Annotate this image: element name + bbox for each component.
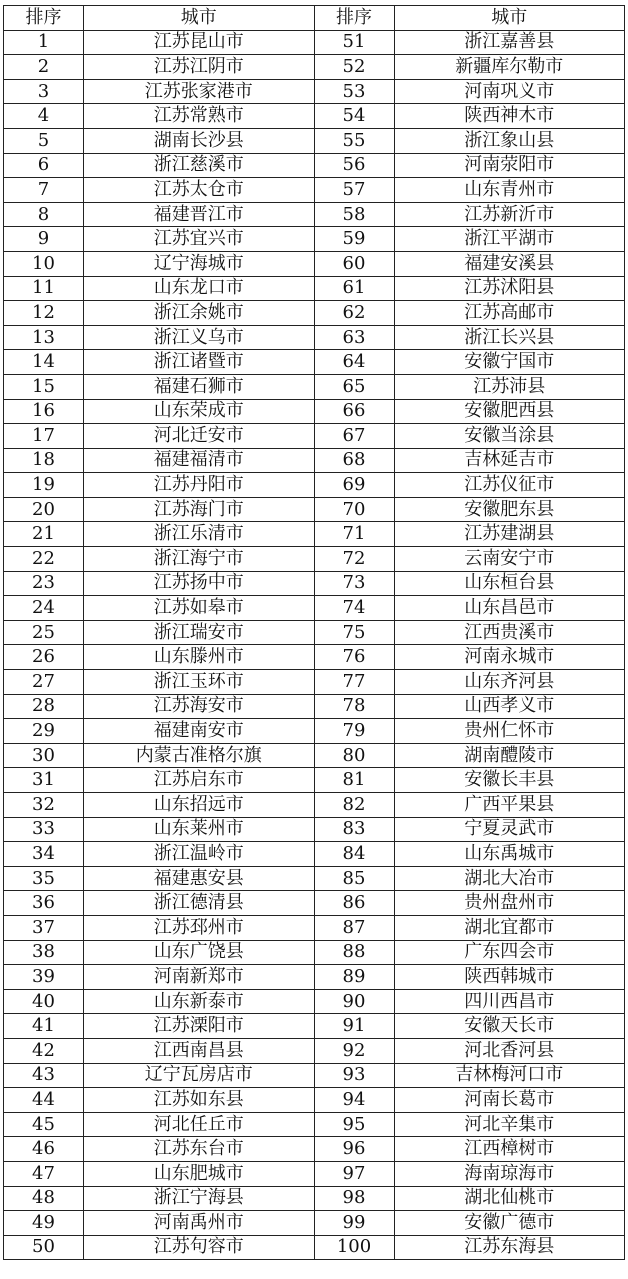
city-cell: 江苏溧阳市 <box>84 1014 315 1039</box>
city-cell: 四川西昌市 <box>394 989 625 1014</box>
header-rank-right: 排序 <box>314 6 394 31</box>
header-row <box>4 6 625 31</box>
table-row <box>4 571 625 596</box>
rank-cell: 11 <box>4 276 84 301</box>
table-row <box>4 670 625 695</box>
table-row <box>4 866 625 891</box>
table-row <box>4 1235 625 1260</box>
rank-cell: 60 <box>314 251 394 276</box>
rank-cell: 25 <box>4 620 84 645</box>
rank-cell: 2 <box>4 55 84 80</box>
city-cell: 山东广饶县 <box>84 940 315 965</box>
rank-cell: 6 <box>4 153 84 178</box>
city-cell: 江苏如东县 <box>84 1088 315 1113</box>
rank-cell: 73 <box>314 571 394 596</box>
table-row <box>4 424 625 449</box>
rank-cell: 40 <box>4 989 84 1014</box>
rank-cell: 34 <box>4 842 84 867</box>
rank-cell: 88 <box>314 940 394 965</box>
city-cell: 浙江余姚市 <box>84 301 315 326</box>
city-cell: 安徽肥西县 <box>394 399 625 424</box>
rank-cell: 58 <box>314 202 394 227</box>
rank-cell: 79 <box>314 719 394 744</box>
city-cell: 江苏如皋市 <box>84 596 315 621</box>
city-cell: 江苏太仓市 <box>84 178 315 203</box>
city-cell: 江苏沭阳县 <box>394 276 625 301</box>
city-cell: 辽宁瓦房店市 <box>84 1063 315 1088</box>
city-cell: 贵州盘州市 <box>394 891 625 916</box>
city-cell: 江苏启东市 <box>84 768 315 793</box>
rank-cell: 10 <box>4 251 84 276</box>
city-cell: 江苏东海县 <box>394 1235 625 1260</box>
rank-cell: 86 <box>314 891 394 916</box>
table-row <box>4 694 625 719</box>
rank-cell: 5 <box>4 128 84 153</box>
city-cell: 山东龙口市 <box>84 276 315 301</box>
table-row <box>4 473 625 498</box>
city-cell: 湖南醴陵市 <box>394 743 625 768</box>
city-cell: 吉林延吉市 <box>394 448 625 473</box>
rank-cell: 39 <box>4 965 84 990</box>
rank-cell: 31 <box>4 768 84 793</box>
city-cell: 山东招远市 <box>84 793 315 818</box>
table-row <box>4 817 625 842</box>
rank-cell: 4 <box>4 104 84 129</box>
city-cell: 江苏新沂市 <box>394 202 625 227</box>
city-cell: 江苏建湖县 <box>394 522 625 547</box>
table-row <box>4 965 625 990</box>
city-cell: 福建晋江市 <box>84 202 315 227</box>
table-row <box>4 940 625 965</box>
rank-cell: 80 <box>314 743 394 768</box>
rank-cell: 84 <box>314 842 394 867</box>
rank-cell: 100 <box>314 1235 394 1260</box>
table-row <box>4 30 625 55</box>
city-cell: 河北任丘市 <box>84 1112 315 1137</box>
rank-cell: 45 <box>4 1112 84 1137</box>
city-cell: 山西孝义市 <box>394 694 625 719</box>
rank-cell: 35 <box>4 866 84 891</box>
city-cell: 浙江海宁市 <box>84 547 315 572</box>
city-cell: 山东滕州市 <box>84 645 315 670</box>
city-cell: 云南安宁市 <box>394 547 625 572</box>
rank-cell: 42 <box>4 1038 84 1063</box>
city-cell: 河北辛集市 <box>394 1112 625 1137</box>
rank-cell: 70 <box>314 497 394 522</box>
table-row <box>4 989 625 1014</box>
table-row <box>4 374 625 399</box>
rank-cell: 81 <box>314 768 394 793</box>
table-row <box>4 620 625 645</box>
table-row <box>4 325 625 350</box>
city-cell: 江苏常熟市 <box>84 104 315 129</box>
rank-cell: 50 <box>4 1235 84 1260</box>
city-cell: 安徽宁国市 <box>394 350 625 375</box>
table-row <box>4 153 625 178</box>
rank-cell: 43 <box>4 1063 84 1088</box>
table-row <box>4 104 625 129</box>
rank-cell: 21 <box>4 522 84 547</box>
city-cell: 浙江德清县 <box>84 891 315 916</box>
rank-cell: 12 <box>4 301 84 326</box>
city-cell: 江苏张家港市 <box>84 79 315 104</box>
city-cell: 山东禹城市 <box>394 842 625 867</box>
city-cell: 湖南长沙县 <box>84 128 315 153</box>
rank-cell: 29 <box>4 719 84 744</box>
city-cell: 浙江象山县 <box>394 128 625 153</box>
city-cell: 安徽广德市 <box>394 1211 625 1236</box>
rank-cell: 30 <box>4 743 84 768</box>
city-cell: 浙江玉环市 <box>84 670 315 695</box>
table-row <box>4 1063 625 1088</box>
city-cell: 山东青州市 <box>394 178 625 203</box>
rank-cell: 99 <box>314 1211 394 1236</box>
table-row <box>4 915 625 940</box>
rank-cell: 44 <box>4 1088 84 1113</box>
city-cell: 山东新泰市 <box>84 989 315 1014</box>
city-cell: 河南巩义市 <box>394 79 625 104</box>
city-cell: 浙江乐清市 <box>84 522 315 547</box>
rank-cell: 95 <box>314 1112 394 1137</box>
table-row <box>4 743 625 768</box>
rank-cell: 90 <box>314 989 394 1014</box>
table-row <box>4 1186 625 1211</box>
city-cell: 河南荥阳市 <box>394 153 625 178</box>
city-cell: 江苏昆山市 <box>84 30 315 55</box>
rank-cell: 77 <box>314 670 394 695</box>
table-row <box>4 128 625 153</box>
rank-cell: 23 <box>4 571 84 596</box>
city-cell: 江苏东台市 <box>84 1137 315 1162</box>
table-row <box>4 522 625 547</box>
table-row <box>4 768 625 793</box>
table-row <box>4 719 625 744</box>
rank-cell: 36 <box>4 891 84 916</box>
city-cell: 浙江平湖市 <box>394 227 625 252</box>
city-cell: 福建福清市 <box>84 448 315 473</box>
city-cell: 山东桓台县 <box>394 571 625 596</box>
rank-cell: 64 <box>314 350 394 375</box>
city-cell: 山东荣成市 <box>84 399 315 424</box>
city-cell: 湖北仙桃市 <box>394 1186 625 1211</box>
city-cell: 山东昌邑市 <box>394 596 625 621</box>
rank-cell: 55 <box>314 128 394 153</box>
rank-cell: 71 <box>314 522 394 547</box>
city-cell: 海南琼海市 <box>394 1161 625 1186</box>
rank-cell: 57 <box>314 178 394 203</box>
rank-cell: 92 <box>314 1038 394 1063</box>
header-city-left: 城市 <box>84 6 315 31</box>
table-row <box>4 1112 625 1137</box>
city-cell: 江西樟树市 <box>394 1137 625 1162</box>
city-cell: 福建南安市 <box>84 719 315 744</box>
rank-cell: 56 <box>314 153 394 178</box>
table-row <box>4 227 625 252</box>
city-cell: 福建安溪县 <box>394 251 625 276</box>
city-cell: 河南长葛市 <box>394 1088 625 1113</box>
rank-cell: 7 <box>4 178 84 203</box>
city-cell: 安徽当涂县 <box>394 424 625 449</box>
rank-cell: 96 <box>314 1137 394 1162</box>
table-row <box>4 1088 625 1113</box>
rank-cell: 94 <box>314 1088 394 1113</box>
city-cell: 广西平果县 <box>394 793 625 818</box>
rank-cell: 8 <box>4 202 84 227</box>
city-cell: 江苏海安市 <box>84 694 315 719</box>
rank-cell: 93 <box>314 1063 394 1088</box>
city-cell: 浙江瑞安市 <box>84 620 315 645</box>
rank-cell: 97 <box>314 1161 394 1186</box>
rank-cell: 33 <box>4 817 84 842</box>
rank-cell: 98 <box>314 1186 394 1211</box>
rank-cell: 46 <box>4 1137 84 1162</box>
rank-cell: 14 <box>4 350 84 375</box>
city-cell: 江苏丹阳市 <box>84 473 315 498</box>
city-cell: 吉林梅河口市 <box>394 1063 625 1088</box>
rank-cell: 52 <box>314 55 394 80</box>
rank-cell: 68 <box>314 448 394 473</box>
rank-cell: 74 <box>314 596 394 621</box>
rank-cell: 1 <box>4 30 84 55</box>
table-row <box>4 645 625 670</box>
rank-cell: 53 <box>314 79 394 104</box>
city-cell: 山东齐河县 <box>394 670 625 695</box>
rank-cell: 15 <box>4 374 84 399</box>
city-cell: 浙江诸暨市 <box>84 350 315 375</box>
rank-cell: 47 <box>4 1161 84 1186</box>
table-row <box>4 596 625 621</box>
rank-cell: 18 <box>4 448 84 473</box>
rank-cell: 85 <box>314 866 394 891</box>
rank-cell: 48 <box>4 1186 84 1211</box>
city-cell: 江西南昌县 <box>84 1038 315 1063</box>
rank-cell: 19 <box>4 473 84 498</box>
rank-cell: 87 <box>314 915 394 940</box>
table-row <box>4 497 625 522</box>
rank-cell: 32 <box>4 793 84 818</box>
rank-cell: 76 <box>314 645 394 670</box>
rank-cell: 65 <box>314 374 394 399</box>
rank-cell: 59 <box>314 227 394 252</box>
rank-cell: 62 <box>314 301 394 326</box>
rank-cell: 83 <box>314 817 394 842</box>
city-cell: 安徽长丰县 <box>394 768 625 793</box>
table-row <box>4 251 625 276</box>
header-rank-left: 排序 <box>4 6 84 31</box>
rank-cell: 22 <box>4 547 84 572</box>
ranking-table <box>3 5 625 1260</box>
table-row <box>4 301 625 326</box>
city-cell: 广东四会市 <box>394 940 625 965</box>
table-row <box>4 891 625 916</box>
rank-cell: 63 <box>314 325 394 350</box>
table-row <box>4 1014 625 1039</box>
city-cell: 福建惠安县 <box>84 866 315 891</box>
table-row <box>4 276 625 301</box>
table-row <box>4 202 625 227</box>
rank-cell: 27 <box>4 670 84 695</box>
city-cell: 陕西韩城市 <box>394 965 625 990</box>
table-row <box>4 1161 625 1186</box>
rank-cell: 54 <box>314 104 394 129</box>
table-row <box>4 399 625 424</box>
table-row <box>4 448 625 473</box>
table-row <box>4 1211 625 1236</box>
table-row <box>4 55 625 80</box>
rank-cell: 78 <box>314 694 394 719</box>
city-cell: 河南禹州市 <box>84 1211 315 1236</box>
city-cell: 江苏仪征市 <box>394 473 625 498</box>
city-cell: 江苏扬中市 <box>84 571 315 596</box>
city-cell: 山东肥城市 <box>84 1161 315 1186</box>
rank-cell: 9 <box>4 227 84 252</box>
city-cell: 湖北宜都市 <box>394 915 625 940</box>
rank-cell: 24 <box>4 596 84 621</box>
rank-cell: 41 <box>4 1014 84 1039</box>
rank-cell: 17 <box>4 424 84 449</box>
rank-cell: 91 <box>314 1014 394 1039</box>
city-cell: 福建石狮市 <box>84 374 315 399</box>
city-cell: 江苏高邮市 <box>394 301 625 326</box>
rank-cell: 61 <box>314 276 394 301</box>
city-cell: 安徽肥东县 <box>394 497 625 522</box>
city-cell: 江西贵溪市 <box>394 620 625 645</box>
rank-cell: 16 <box>4 399 84 424</box>
table-row <box>4 350 625 375</box>
city-cell: 江苏宜兴市 <box>84 227 315 252</box>
header-city-right: 城市 <box>394 6 625 31</box>
rank-cell: 3 <box>4 79 84 104</box>
city-cell: 宁夏灵武市 <box>394 817 625 842</box>
city-cell: 浙江慈溪市 <box>84 153 315 178</box>
city-cell: 山东莱州市 <box>84 817 315 842</box>
city-cell: 浙江嘉善县 <box>394 30 625 55</box>
city-cell: 新疆库尔勒市 <box>394 55 625 80</box>
table-row <box>4 793 625 818</box>
rank-cell: 67 <box>314 424 394 449</box>
table-row <box>4 1137 625 1162</box>
rank-cell: 38 <box>4 940 84 965</box>
city-cell: 贵州仁怀市 <box>394 719 625 744</box>
city-cell: 浙江长兴县 <box>394 325 625 350</box>
rank-cell: 37 <box>4 915 84 940</box>
city-cell: 江苏邳州市 <box>84 915 315 940</box>
city-cell: 浙江义乌市 <box>84 325 315 350</box>
rank-cell: 13 <box>4 325 84 350</box>
city-cell: 浙江温岭市 <box>84 842 315 867</box>
table-row <box>4 547 625 572</box>
rank-cell: 20 <box>4 497 84 522</box>
city-cell: 江苏江阴市 <box>84 55 315 80</box>
rank-cell: 72 <box>314 547 394 572</box>
table-row <box>4 842 625 867</box>
city-cell: 江苏沛县 <box>394 374 625 399</box>
rank-cell: 49 <box>4 1211 84 1236</box>
city-cell: 湖北大冶市 <box>394 866 625 891</box>
city-cell: 江苏海门市 <box>84 497 315 522</box>
rank-cell: 82 <box>314 793 394 818</box>
city-cell: 河南永城市 <box>394 645 625 670</box>
rank-cell: 51 <box>314 30 394 55</box>
table-row <box>4 178 625 203</box>
city-cell: 浙江宁海县 <box>84 1186 315 1211</box>
table-row <box>4 1038 625 1063</box>
rank-cell: 66 <box>314 399 394 424</box>
city-cell: 河北迁安市 <box>84 424 315 449</box>
table-row <box>4 79 625 104</box>
city-cell: 江苏句容市 <box>84 1235 315 1260</box>
city-cell: 辽宁海城市 <box>84 251 315 276</box>
rank-cell: 75 <box>314 620 394 645</box>
city-cell: 陕西神木市 <box>394 104 625 129</box>
city-cell: 河南新郑市 <box>84 965 315 990</box>
city-cell: 安徽天长市 <box>394 1014 625 1039</box>
rank-cell: 26 <box>4 645 84 670</box>
city-cell: 内蒙古准格尔旗 <box>84 743 315 768</box>
rank-cell: 69 <box>314 473 394 498</box>
rank-cell: 89 <box>314 965 394 990</box>
city-cell: 河北香河县 <box>394 1038 625 1063</box>
rank-cell: 28 <box>4 694 84 719</box>
